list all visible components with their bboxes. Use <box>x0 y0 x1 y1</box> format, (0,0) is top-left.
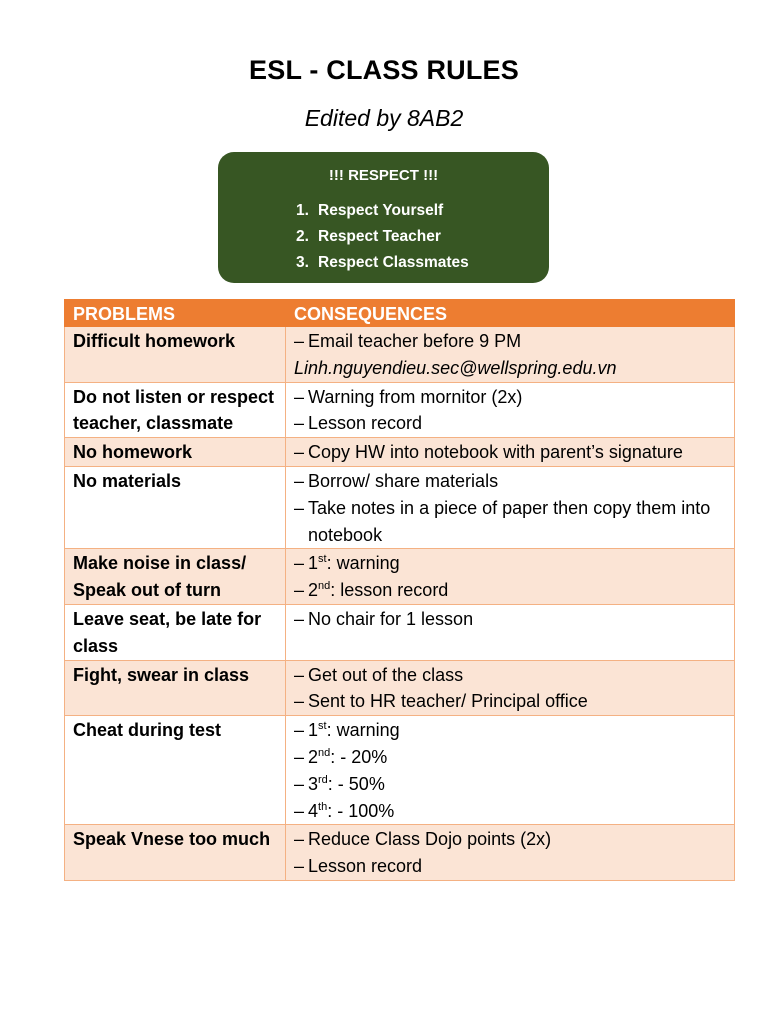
consequence-line <box>294 771 734 798</box>
problem-cell: Do not listen or respect teacher, classmate <box>65 382 286 438</box>
consequence-line: – Borrow/ share materials <box>294 468 734 495</box>
header-consequences: CONSEQUENCES <box>286 300 735 327</box>
consequence-line <box>294 577 734 604</box>
ordinal-suffix: rd <box>318 773 328 786</box>
consequence-line: – Sent to HR teacher/ Principal office <box>294 688 734 715</box>
header-problems: PROBLEMS <box>65 300 286 327</box>
consequence-line: – Copy HW into notebook with parent’s signature <box>294 439 734 466</box>
ordinal-number: 1 <box>308 553 319 574</box>
table-row <box>65 825 735 881</box>
consequence-text: : - 100% <box>327 800 395 821</box>
ordinal-suffix: th <box>318 800 328 813</box>
consequence-cell <box>286 716 735 825</box>
problem-cell: No materials <box>65 466 286 548</box>
table-row <box>65 660 735 716</box>
consequence-cell <box>286 825 735 881</box>
rules-body <box>65 327 735 881</box>
problem-cell: No homework <box>65 438 286 467</box>
consequence-cell <box>286 466 735 548</box>
respect-item-number: 2. <box>296 228 309 245</box>
rules-table <box>64 299 735 881</box>
consequence-text: : - 20% <box>330 746 388 767</box>
table-row <box>65 466 735 548</box>
consequence-line <box>294 744 734 771</box>
respect-item <box>296 227 469 253</box>
consequence-line: – Email teacher before 9 PM <box>294 328 734 355</box>
problem-cell: Leave seat, be late for class <box>65 604 286 660</box>
consequence-cell <box>286 327 735 383</box>
email-address: Linh.nguyendieu.sec@wellspring.edu.vn <box>294 357 617 378</box>
problem-cell: Cheat during test <box>65 716 286 825</box>
page-subtitle: Edited by 8AB2 <box>304 105 464 131</box>
consequence-line <box>294 550 734 577</box>
ordinal-number: 2 <box>308 746 319 767</box>
consequence-cell <box>286 438 735 467</box>
consequence-line: – Warning from mornitor (2x) <box>294 384 734 411</box>
consequence-line <box>294 717 734 744</box>
consequence-text: : - 50% <box>327 773 385 794</box>
respect-heading: !!! RESPECT !!! <box>328 167 439 184</box>
ordinal-number: 1 <box>308 720 319 741</box>
consequence-line: – No chair for 1 lesson <box>294 606 734 633</box>
consequence-line: – Lesson record <box>294 410 734 437</box>
consequence-cell <box>286 382 735 438</box>
page-title: ESL - CLASS RULES <box>249 55 519 85</box>
consequence-text: : lesson record <box>330 580 449 601</box>
table-row <box>65 327 735 383</box>
consequence-line <box>294 798 734 825</box>
ordinal-suffix: st <box>318 720 327 733</box>
problem-cell: Speak Vnese too much <box>65 825 286 881</box>
respect-list <box>296 201 469 279</box>
ordinal-number: 3 <box>308 773 319 794</box>
consequence-line: – Get out of the class <box>294 662 734 689</box>
table-row <box>65 549 735 605</box>
respect-item-number: 1. <box>296 202 309 219</box>
problem-cell: Difficult homework <box>65 327 286 383</box>
respect-item-text: Respect Yourself <box>318 202 444 219</box>
table-row <box>65 438 735 467</box>
respect-item <box>296 253 469 279</box>
respect-item <box>296 201 469 227</box>
consequence-cell <box>286 604 735 660</box>
table-header-row <box>65 300 735 327</box>
ordinal-suffix: st <box>318 553 327 566</box>
consequence-cell <box>286 549 735 605</box>
respect-item-text: Respect Classmates <box>318 254 469 271</box>
table-row <box>65 382 735 438</box>
consequence-line: – Reduce Class Dojo points (2x) <box>294 826 734 853</box>
table-row <box>65 716 735 825</box>
respect-item-number: 3. <box>296 254 309 271</box>
consequence-text: : warning <box>326 553 400 574</box>
problem-cell: Fight, swear in class <box>65 660 286 716</box>
ordinal-suffix: nd <box>318 746 331 759</box>
ordinal-suffix: nd <box>318 580 331 593</box>
consequence-text: : warning <box>326 720 400 741</box>
respect-item-text: Respect Teacher <box>318 228 441 245</box>
consequence-cell <box>286 660 735 716</box>
consequence-line: – Lesson record <box>294 853 734 880</box>
respect-box <box>218 152 549 283</box>
ordinal-number: 4 <box>308 800 319 821</box>
table-row <box>65 604 735 660</box>
ordinal-number: 2 <box>308 580 319 601</box>
consequence-line: – Take notes in a piece of paper then copy them into notebook <box>294 495 734 549</box>
problem-cell: Make noise in class/ Speak out of turn <box>65 549 286 605</box>
